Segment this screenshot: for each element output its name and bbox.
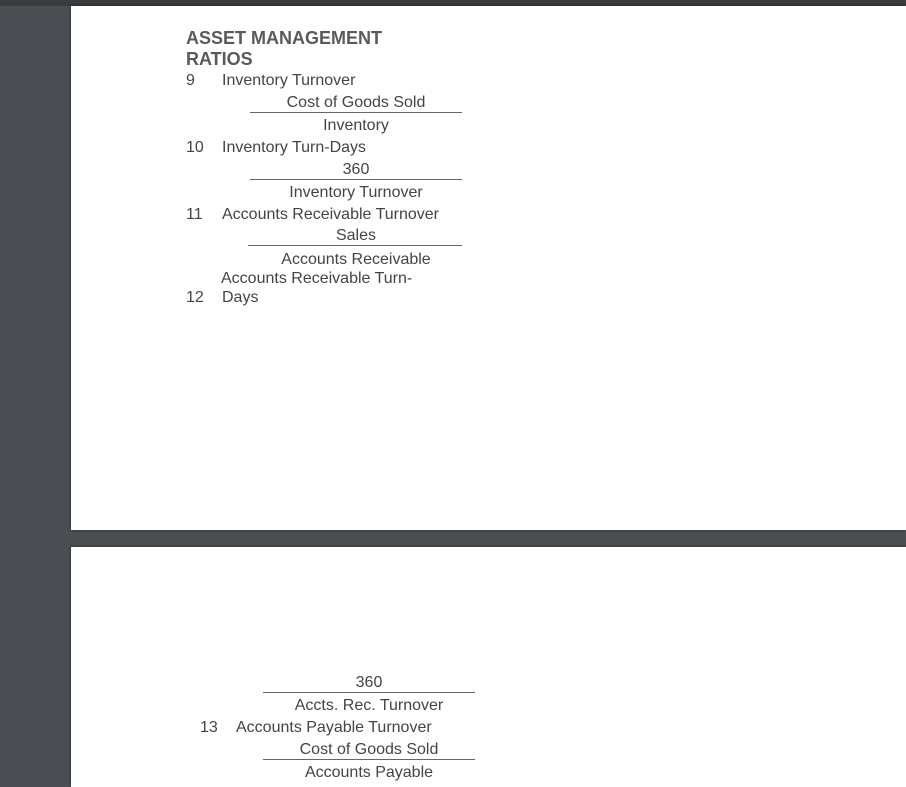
item-number-12: 12 — [186, 289, 204, 306]
numerator-cost-of-goods-sold: Cost of Goods Sold — [286, 94, 426, 111]
denominator-accounts-payable: Accounts Payable — [304, 764, 434, 781]
item-label-accounts-receivable-turnover: Accounts Receivable Turnover — [222, 206, 439, 223]
fraction-bar — [263, 759, 475, 760]
document-page-2 — [71, 547, 906, 787]
fraction-bar — [250, 179, 462, 180]
fraction-bar — [263, 692, 475, 693]
document-page-1 — [71, 6, 906, 530]
item-label-ar-turn-days-line2: Days — [222, 289, 259, 306]
denominator-inventory-turnover: Inventory Turnover — [289, 184, 423, 201]
item-label-accounts-payable-turnover: Accounts Payable Turnover — [236, 719, 432, 736]
item-number-10: 10 — [186, 139, 204, 156]
item-label-inventory-turnover: Inventory Turnover — [222, 72, 356, 89]
fraction-bar — [250, 112, 462, 113]
denominator-accounts-receivable: Accounts Receivable — [281, 251, 431, 268]
numerator-360: 360 — [355, 674, 383, 691]
fraction-bar — [248, 245, 462, 246]
item-label-inventory-turn-days: Inventory Turn-Days — [222, 139, 367, 156]
denominator-accts-rec-turnover: Accts. Rec. Turnover — [294, 697, 444, 714]
section-heading: ASSET MANAGEMENT RATIOS — [186, 28, 383, 69]
item-number-13: 13 — [200, 719, 218, 736]
numerator-sales: Sales — [335, 227, 377, 244]
item-number-11: 11 — [186, 206, 203, 223]
denominator-inventory: Inventory — [323, 117, 389, 134]
item-label-ar-turn-days-line1: Accounts Receivable Turn- — [221, 270, 413, 287]
item-number-9: 9 — [186, 72, 195, 89]
numerator-360: 360 — [342, 161, 370, 178]
numerator-cost-of-goods-sold: Cost of Goods Sold — [299, 741, 439, 758]
